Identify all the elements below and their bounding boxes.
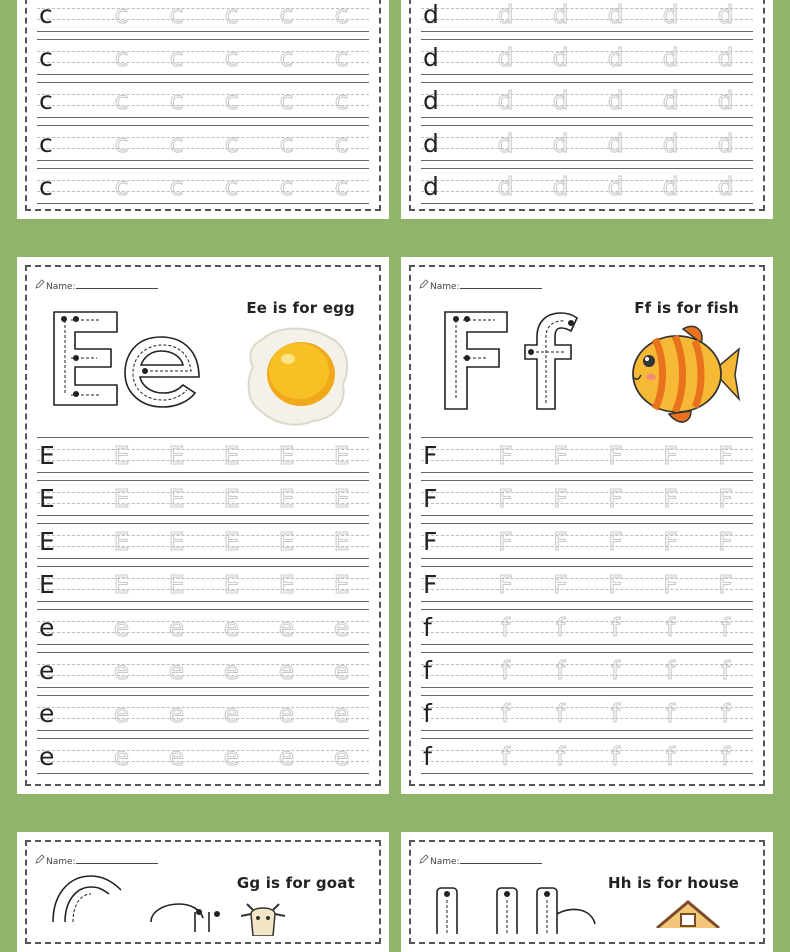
dotted-letter: f xyxy=(721,741,730,771)
dotted-letter: e xyxy=(223,698,240,728)
dotted-letter: c xyxy=(334,42,349,72)
writing-line xyxy=(421,523,753,524)
dotted-letter: c xyxy=(114,0,129,29)
name-label: Name: xyxy=(46,857,76,867)
dotted-letter: c xyxy=(279,128,294,158)
tracing-row[interactable] xyxy=(421,562,753,605)
dotted-letter: c xyxy=(224,85,239,115)
dotted-letter: c xyxy=(114,128,129,158)
tracing-row[interactable] xyxy=(421,519,753,562)
dotted-letter: E xyxy=(113,483,130,513)
writing-line xyxy=(421,82,753,83)
writing-line xyxy=(37,125,369,126)
writing-line xyxy=(421,168,753,169)
letter-caption: Gg is for goat xyxy=(236,874,355,892)
dotted-letter: E xyxy=(168,440,185,470)
writing-line xyxy=(37,601,369,602)
dotted-letter: c xyxy=(279,42,294,72)
tracing-letters xyxy=(421,42,753,72)
house-picture xyxy=(653,898,723,928)
tracing-row[interactable] xyxy=(421,164,753,207)
writing-line xyxy=(37,644,369,645)
dotted-letter: f xyxy=(611,698,620,728)
dotted-letter: d xyxy=(662,0,679,29)
writing-line xyxy=(37,82,369,83)
dotted-letter: e xyxy=(278,698,295,728)
dotted-letter: E xyxy=(113,526,130,556)
dotted-letter: c xyxy=(279,0,294,29)
writing-line xyxy=(37,558,369,559)
tracing-letters xyxy=(421,569,753,599)
dotted-letter: d xyxy=(717,85,734,115)
writing-line xyxy=(421,738,753,739)
dotted-letter: e xyxy=(168,655,185,685)
name-blank-line xyxy=(460,280,542,289)
dotted-letter: d xyxy=(607,128,624,158)
tracing-row[interactable] xyxy=(37,562,369,605)
tracing-letters xyxy=(421,655,753,685)
dotted-letter: F xyxy=(663,569,678,599)
writing-line xyxy=(37,74,369,75)
model-letter: c xyxy=(39,128,53,158)
tracing-letters xyxy=(37,698,369,728)
dotted-letter: E xyxy=(168,569,185,599)
dotted-letter: F xyxy=(553,440,568,470)
dotted-letter: e xyxy=(168,698,185,728)
writing-line xyxy=(421,558,753,559)
dotted-letter: f xyxy=(501,612,510,642)
dotted-letter: F xyxy=(608,569,623,599)
writing-line xyxy=(37,652,369,653)
dotted-letter: F xyxy=(498,483,513,513)
name-blank-line xyxy=(76,855,158,864)
worksheet-h xyxy=(401,832,773,952)
dotted-letter: F xyxy=(608,440,623,470)
model-letter: f xyxy=(423,698,432,728)
writing-line xyxy=(37,39,369,40)
letter-caption: Hh is for house xyxy=(608,874,739,892)
tracing-letters xyxy=(37,526,369,556)
model-letter: F xyxy=(423,440,438,470)
dotted-letter: e xyxy=(113,698,130,728)
dotted-letter: c xyxy=(114,85,129,115)
dotted-letter: d xyxy=(607,85,624,115)
tracing-row[interactable] xyxy=(37,35,369,78)
dotted-letter: d xyxy=(607,42,624,72)
pencil-icon xyxy=(35,854,45,864)
dotted-letter: d xyxy=(662,42,679,72)
writing-line xyxy=(421,730,753,731)
writing-line xyxy=(37,523,369,524)
dotted-letter: c xyxy=(114,171,129,201)
dotted-letter: d xyxy=(662,128,679,158)
dotted-letter: d xyxy=(552,42,569,72)
tracing-row[interactable] xyxy=(37,476,369,519)
dotted-letter: F xyxy=(608,483,623,513)
name-field[interactable] xyxy=(35,854,158,867)
pencil-icon xyxy=(419,854,429,864)
dotted-letter: e xyxy=(333,741,350,771)
name-field[interactable] xyxy=(419,279,542,292)
writing-line xyxy=(37,117,369,118)
tracing-letters xyxy=(37,171,369,201)
dotted-letter: F xyxy=(718,440,733,470)
writing-line xyxy=(421,652,753,653)
dotted-letter: E xyxy=(223,483,240,513)
dotted-letter: E xyxy=(223,440,240,470)
dotted-letter: f xyxy=(721,698,730,728)
tracing-letters xyxy=(37,42,369,72)
dotted-letter: E xyxy=(278,440,295,470)
model-letter: e xyxy=(39,655,55,685)
dotted-letter: d xyxy=(607,0,624,29)
model-letter: F xyxy=(423,569,438,599)
model-letter: f xyxy=(423,741,432,771)
tracing-grid-e xyxy=(37,433,369,777)
tracing-row[interactable] xyxy=(421,121,753,164)
tracing-letters xyxy=(37,440,369,470)
writing-line xyxy=(421,644,753,645)
dotted-letter: f xyxy=(501,698,510,728)
model-letter: c xyxy=(39,42,53,72)
dotted-letter: c xyxy=(114,42,129,72)
dotted-letter: f xyxy=(556,612,565,642)
dotted-letter: c xyxy=(334,0,349,29)
dotted-letter: f xyxy=(666,698,675,728)
writing-line xyxy=(421,125,753,126)
dotted-letter: d xyxy=(497,0,514,29)
tracing-row[interactable] xyxy=(37,164,369,207)
model-letter: c xyxy=(39,0,53,29)
model-letter: d xyxy=(423,42,439,72)
goat-picture xyxy=(237,896,289,936)
name-label: Name: xyxy=(46,282,76,292)
tracing-row[interactable] xyxy=(421,0,753,35)
writing-line xyxy=(37,168,369,169)
tracing-letters xyxy=(421,741,753,771)
writing-line xyxy=(421,117,753,118)
tracing-letters xyxy=(37,483,369,513)
dotted-letter: F xyxy=(608,526,623,556)
tracing-letters xyxy=(421,85,753,115)
dotted-letter: E xyxy=(278,569,295,599)
writing-line xyxy=(37,773,369,774)
dotted-letter: c xyxy=(334,85,349,115)
tracing-row[interactable] xyxy=(421,35,753,78)
writing-line xyxy=(421,601,753,602)
name-blank-line xyxy=(460,855,542,864)
dotted-letter: d xyxy=(717,128,734,158)
writing-line xyxy=(421,566,753,567)
model-letter: F xyxy=(423,483,438,513)
writing-line xyxy=(421,31,753,32)
dotted-letter: d xyxy=(662,85,679,115)
dotted-letter: F xyxy=(718,569,733,599)
dotted-letter: d xyxy=(717,171,734,201)
writing-line xyxy=(421,515,753,516)
model-letter: c xyxy=(39,85,53,115)
dotted-letter: c xyxy=(169,171,184,201)
writing-line xyxy=(37,480,369,481)
pencil-icon xyxy=(35,279,45,289)
dotted-letter: E xyxy=(168,526,185,556)
worksheet-c xyxy=(17,0,389,219)
model-letter: d xyxy=(423,171,439,201)
tracing-row[interactable] xyxy=(37,648,369,691)
writing-line xyxy=(37,687,369,688)
dotted-letter: e xyxy=(278,741,295,771)
writing-line xyxy=(37,566,369,567)
dotted-letter: c xyxy=(169,85,184,115)
dotted-letter: c xyxy=(334,128,349,158)
dotted-letter: c xyxy=(334,171,349,201)
dotted-letter: d xyxy=(497,85,514,115)
tracing-row[interactable] xyxy=(37,0,369,35)
dotted-letter: e xyxy=(223,741,240,771)
writing-line xyxy=(37,472,369,473)
writing-line xyxy=(37,160,369,161)
dotted-letter: E xyxy=(113,440,130,470)
dotted-letter: c xyxy=(224,0,239,29)
dotted-letter: d xyxy=(552,85,569,115)
dotted-letter: e xyxy=(333,655,350,685)
worksheet-e xyxy=(17,257,389,794)
tracing-letters xyxy=(421,526,753,556)
name-label: Name: xyxy=(430,282,460,292)
tracing-letters xyxy=(37,2,369,27)
writing-line xyxy=(37,31,369,32)
dotted-letter: c xyxy=(279,171,294,201)
tracing-letters xyxy=(37,569,369,599)
tracing-row[interactable] xyxy=(37,691,369,734)
tracing-letters xyxy=(37,655,369,685)
writing-line xyxy=(421,203,753,204)
tracing-row[interactable] xyxy=(37,78,369,121)
dotted-letter: c xyxy=(224,171,239,201)
model-letter: F xyxy=(423,526,438,556)
model-letter: d xyxy=(423,85,439,115)
dotted-letter: E xyxy=(278,483,295,513)
tracing-grid-d xyxy=(421,0,753,207)
dotted-letter: E xyxy=(333,569,350,599)
model-letter: d xyxy=(423,128,439,158)
tracing-row[interactable] xyxy=(421,734,753,777)
tracing-letters xyxy=(421,440,753,470)
tracing-letters xyxy=(37,128,369,158)
dotted-letter: F xyxy=(553,526,568,556)
dotted-letter: d xyxy=(497,128,514,158)
name-field[interactable] xyxy=(35,279,158,292)
dotted-letter: f xyxy=(556,741,565,771)
model-letter: d xyxy=(423,0,439,29)
dotted-letter: c xyxy=(169,42,184,72)
dotted-letter: E xyxy=(223,569,240,599)
dotted-letter: d xyxy=(552,128,569,158)
writing-line xyxy=(37,695,369,696)
dotted-letter: e xyxy=(333,612,350,642)
big-letter-ee xyxy=(49,307,209,417)
tracing-letters xyxy=(37,85,369,115)
fish-picture xyxy=(625,319,743,429)
writing-line xyxy=(421,773,753,774)
dotted-letter: F xyxy=(498,440,513,470)
dotted-letter: e xyxy=(223,655,240,685)
dotted-letter: F xyxy=(553,483,568,513)
letter-caption: Ff is for fish xyxy=(634,299,739,317)
model-letter: E xyxy=(39,483,55,513)
dotted-letter: e xyxy=(223,612,240,642)
tracing-row[interactable] xyxy=(421,433,753,476)
dotted-letter: E xyxy=(333,483,350,513)
dotted-letter: F xyxy=(498,569,513,599)
model-letter: E xyxy=(39,440,55,470)
tracing-letters xyxy=(37,741,369,771)
worksheet-d xyxy=(401,0,773,219)
dotted-letter: f xyxy=(556,655,565,685)
dotted-letter: f xyxy=(556,698,565,728)
big-letter-ff xyxy=(437,307,597,417)
dotted-letter: c xyxy=(169,0,184,29)
dotted-letter: e xyxy=(278,655,295,685)
tracing-row[interactable] xyxy=(421,691,753,734)
pencil-icon xyxy=(419,279,429,289)
dotted-letter: F xyxy=(718,526,733,556)
big-letter-gg xyxy=(51,872,231,932)
egg-picture xyxy=(243,319,353,429)
tracing-row[interactable] xyxy=(37,121,369,164)
name-label: Name: xyxy=(430,857,460,867)
dotted-letter: d xyxy=(552,0,569,29)
tracing-letters xyxy=(421,698,753,728)
dotted-letter: d xyxy=(717,42,734,72)
writing-line xyxy=(37,730,369,731)
dotted-letter: d xyxy=(717,0,734,29)
model-letter: e xyxy=(39,741,55,771)
writing-line xyxy=(421,609,753,610)
dotted-letter: f xyxy=(501,655,510,685)
dotted-letter: E xyxy=(113,569,130,599)
dotted-letter: F xyxy=(498,526,513,556)
dotted-letter: e xyxy=(168,741,185,771)
writing-line xyxy=(421,437,753,438)
tracing-letters xyxy=(421,2,753,27)
dotted-letter: E xyxy=(333,526,350,556)
dotted-letter: E xyxy=(278,526,295,556)
tracing-row[interactable] xyxy=(37,519,369,562)
writing-line xyxy=(37,437,369,438)
dotted-letter: c xyxy=(279,85,294,115)
model-letter: e xyxy=(39,698,55,728)
dotted-letter: E xyxy=(333,440,350,470)
writing-line xyxy=(421,160,753,161)
writing-line xyxy=(37,609,369,610)
dotted-letter: f xyxy=(611,741,620,771)
dotted-letter: f xyxy=(721,655,730,685)
big-letter-hh xyxy=(431,884,601,934)
dotted-letter: f xyxy=(611,612,620,642)
writing-line xyxy=(421,74,753,75)
dotted-letter: e xyxy=(113,655,130,685)
tracing-row[interactable] xyxy=(37,605,369,648)
dotted-letter: d xyxy=(607,171,624,201)
writing-line xyxy=(37,515,369,516)
dotted-letter: f xyxy=(666,655,675,685)
model-letter: e xyxy=(39,612,55,642)
writing-line xyxy=(421,687,753,688)
dotted-letter: d xyxy=(552,171,569,201)
writing-line xyxy=(37,203,369,204)
model-letter: E xyxy=(39,526,55,556)
writing-line xyxy=(421,472,753,473)
dotted-letter: d xyxy=(497,171,514,201)
tracing-letters xyxy=(421,483,753,513)
name-blank-line xyxy=(76,280,158,289)
tracing-grid-c xyxy=(37,0,369,207)
model-letter: E xyxy=(39,569,55,599)
letter-caption: Ee is for egg xyxy=(246,299,355,317)
writing-line xyxy=(421,480,753,481)
writing-line xyxy=(421,39,753,40)
tracing-letters xyxy=(421,128,753,158)
worksheet-f xyxy=(401,257,773,794)
dotted-letter: f xyxy=(611,655,620,685)
tracing-row[interactable] xyxy=(421,78,753,121)
dotted-letter: e xyxy=(113,741,130,771)
tracing-row[interactable] xyxy=(421,476,753,519)
dotted-letter: e xyxy=(168,612,185,642)
tracing-grid-f xyxy=(421,433,753,777)
writing-line xyxy=(421,695,753,696)
dotted-letter: d xyxy=(662,171,679,201)
tracing-row[interactable] xyxy=(421,648,753,691)
dotted-letter: f xyxy=(666,612,675,642)
dotted-letter: F xyxy=(718,483,733,513)
dotted-letter: F xyxy=(663,440,678,470)
dotted-letter: e xyxy=(113,612,130,642)
dotted-letter: f xyxy=(666,741,675,771)
dotted-letter: E xyxy=(168,483,185,513)
dotted-letter: d xyxy=(497,42,514,72)
dotted-letter: E xyxy=(223,526,240,556)
model-letter: c xyxy=(39,171,53,201)
dotted-letter: F xyxy=(663,526,678,556)
dotted-letter: f xyxy=(721,612,730,642)
dotted-letter: F xyxy=(663,483,678,513)
dotted-letter: c xyxy=(169,128,184,158)
tracing-letters xyxy=(421,171,753,201)
tracing-row[interactable] xyxy=(37,433,369,476)
model-letter: f xyxy=(423,655,432,685)
dotted-letter: f xyxy=(501,741,510,771)
model-letter: f xyxy=(423,612,432,642)
dotted-letter: c xyxy=(224,128,239,158)
dotted-letter: e xyxy=(333,698,350,728)
name-field[interactable] xyxy=(419,854,542,867)
tracing-row[interactable] xyxy=(421,605,753,648)
dotted-letter: c xyxy=(224,42,239,72)
dotted-letter: e xyxy=(278,612,295,642)
writing-line xyxy=(37,738,369,739)
tracing-letters xyxy=(37,612,369,642)
worksheet-g xyxy=(17,832,389,952)
dotted-letter: F xyxy=(553,569,568,599)
tracing-letters xyxy=(421,612,753,642)
tracing-row[interactable] xyxy=(37,734,369,777)
